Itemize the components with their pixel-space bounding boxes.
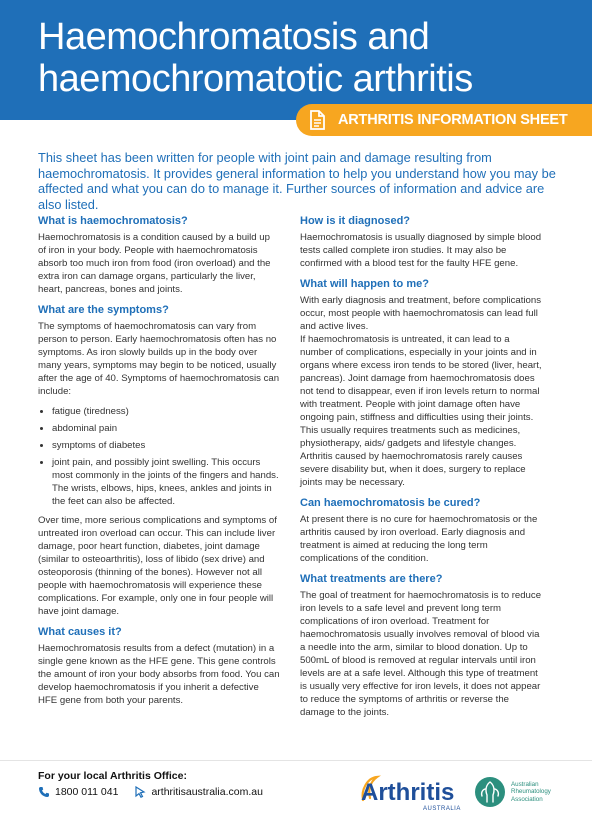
right-column [300,214,542,726]
page-title: Haemochromatosis and haemochromatotic arthritis [38,16,473,100]
symptom-list [38,405,280,508]
ara-name [511,781,551,804]
ara-logo [473,772,583,812]
paragraph: At present there is no cure for haemochromatosis or the arthritis caused by iron overload. Early diagnosis and treatment is aimed at reducing the long term complications of the condition. [300,514,538,564]
ara-emblem-icon [473,775,507,809]
cursor-icon [134,786,146,798]
paragraph: The symptoms of haemochromatosis can vary from person to person. Early haemochromatosis often has no symptoms. As iron slowly builds up in the body over many years, symptoms may begin to be noticed, usually after the age of 40. Symptoms of haemochromatosis can include: [38,321,280,397]
section-outlook [300,277,542,489]
paragraph: With early diagnosis and treatment, before complications occur, most people with haemochromatosis can lead full and active lives. [300,295,542,332]
ara-line: Rheumatology [511,788,551,796]
section-what-is [38,214,280,296]
logo-australia-text: AUSTRALIA [423,806,461,812]
badge-label: ARTHRITIS INFORMATION SHEET [338,112,568,128]
paragraph: Over time, more serious complications and symptoms of untreated iron overload can occur. This can include liver damage, poor heart function, diabetes, joint damage (similar to osteoarthritis), loss of libido (sex drive) and osteoporosis (thinning of the bones). However not all people with haemochromatosis will experience these complications. For example, only one in four people will have joint damage. [38,515,277,617]
left-column [38,214,280,714]
ara-line: Association [511,795,543,803]
intro-paragraph: This sheet has been written for people with joint pain and damage resulting from haemochromatosis. It provides general information to help you understand how you may be affected and what you can do to manage it. Further sources of information and advice are also listed. [38,150,556,212]
section-causes [38,625,280,707]
phone-icon [38,786,50,798]
footer-divider [0,760,592,761]
section-heading: How is it diagnosed? [300,215,411,227]
section-diagnosis [300,214,542,270]
footer-contact [38,786,279,798]
ara-line: Australian [511,780,539,788]
logo-arthritis-text: Arthritis [361,779,455,806]
paragraph: If haemochromatosis is untreated, it can lead to a number of complications, especially in your joints and in organs where excess iron tends to be stored (liver, heart, pancreas). Joint damage from haemochromatosis does not tend to disappear, even if iron levels return to normal with treatment. People with joint damage often have ongoing pain, stiffness and difficulties using their joints. This usually requires treatments such as medicines, physiotherapy, aids/ gadgets and lifestyle changes. Arthritis caused by haemochromatosis rarely causes severe disability but, when it does, surgery to replace joints may be necessary. [300,334,542,488]
section-heading: What causes it? [38,626,122,638]
header-banner [0,0,592,120]
section-heading: Can haemochromatosis be cured? [300,497,481,509]
list-item: • symptoms of diabetes [52,439,280,452]
arthritis-australia-logo [357,770,461,814]
paragraph: The goal of treatment for haemochromatosis is to reduce iron levels to a safe level and prevent long term complications of iron overload. Treatment for haemochromatosis usually involves removal of blood via a needle into the arm, similar to blood donation. Up to 500mL of blood is removed at regular intervals until iron levels are at a safe level. Although this type of treatment is usually very effective for iron levels, it does not appear to reduce the symptoms of arthritis or reverse the damage to the joints. [300,590,542,718]
list-item: • joint pain, and possibly joint swelling. This occurs most commonly in the joints of the fingers and hands. The wrists, elbows, hips, knees, ankles and joints in the feet can also be affected. [52,456,280,508]
list-item: • abdominal pain [52,422,280,435]
section-heading: What is haemochromatosis? [38,215,188,227]
section-heading: What treatments are there? [300,573,443,585]
info-sheet-badge [296,104,592,136]
paragraph: Haemochromatosis is a condition caused by a build up of iron in your body. People with haemochromatosis absorb too much iron from food (iron overload) and the extra iron can damage organs, particularly the liver, heart, pancreas, bones and joints. [38,232,271,295]
paragraph: Haemochromatosis results from a defect (mutation) in a single gene known as the HFE gene. This gene controls the amount of iron your body absorbs from food. You can develop haemochromatosis if you inherit a defective HFE gene from both your parents. [38,643,280,706]
section-symptoms [38,303,280,618]
paragraph: Haemochromatosis is usually diagnosed by simple blood tests called complete iron studies. It may also be confirmed with a blood test for the faulty HFE gene. [300,232,542,269]
section-cure [300,496,542,565]
phone-number[interactable]: 1800 011 041 [55,786,119,798]
section-heading: What are the symptoms? [38,304,169,316]
footer-local-office: For your local Arthritis Office: [38,770,187,782]
website-link[interactable]: arthritisaustralia.com.au [151,786,263,798]
section-treatments [300,572,542,719]
section-heading: What will happen to me? [300,278,429,290]
list-item: • fatigue (tiredness) [52,405,280,418]
document-icon [306,109,328,131]
